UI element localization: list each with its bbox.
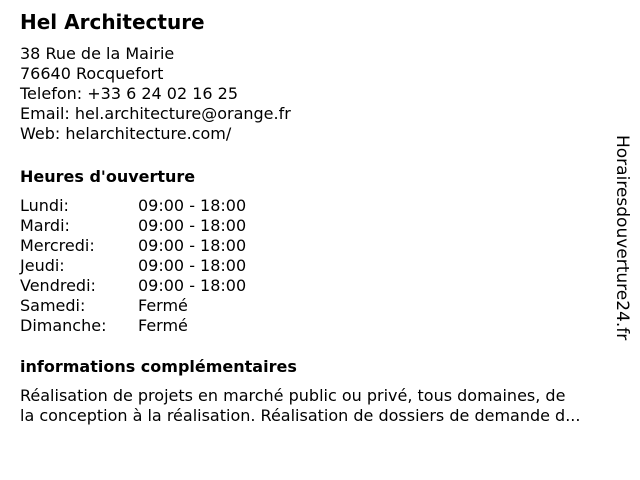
email-text: Email: hel.architecture@orange.fr bbox=[20, 104, 291, 123]
opening-hours-heading: Heures d'ouverture bbox=[20, 167, 196, 186]
hours-value: Fermé bbox=[138, 296, 188, 315]
contact-block bbox=[20, 44, 620, 144]
day-label: Vendredi: bbox=[20, 276, 96, 295]
day-label: Jeudi: bbox=[20, 256, 65, 275]
hours-value: 09:00 - 18:00 bbox=[138, 256, 247, 275]
day-label: Dimanche: bbox=[20, 316, 107, 335]
site-watermark bbox=[610, 135, 634, 343]
additional-info-heading: informations complémentaires bbox=[20, 357, 297, 376]
web-text: Web: helarchitecture.com/ bbox=[20, 124, 232, 143]
additional-info-description bbox=[20, 386, 630, 426]
hours-value: Fermé bbox=[138, 316, 188, 335]
address-street: 38 Rue de la Mairie bbox=[20, 44, 175, 63]
hours-row-tuesday bbox=[20, 216, 620, 236]
hours-value: 09:00 - 18:00 bbox=[138, 196, 247, 215]
day-label: Samedi: bbox=[20, 296, 86, 315]
hours-row-monday bbox=[20, 196, 620, 216]
hours-row-wednesday bbox=[20, 236, 620, 256]
site-watermark-text: Horairesdouverture24.fr bbox=[612, 135, 632, 341]
hours-row-friday bbox=[20, 276, 620, 296]
business-card bbox=[20, 8, 620, 426]
hours-value: 09:00 - 18:00 bbox=[138, 276, 247, 295]
description-line: la conception à la réalisation. Réalisation de dossiers de demande d... bbox=[20, 406, 581, 425]
day-label: Mercredi: bbox=[20, 236, 95, 255]
business-name: Hel Architecture bbox=[20, 10, 205, 34]
hours-value: 09:00 - 18:00 bbox=[138, 216, 247, 235]
hours-row-thursday bbox=[20, 256, 620, 276]
address-city: 76640 Rocquefort bbox=[20, 64, 164, 83]
hours-row-saturday bbox=[20, 296, 620, 316]
phone-text: Telefon: +33 6 24 02 16 25 bbox=[20, 84, 239, 103]
day-label: Mardi: bbox=[20, 216, 70, 235]
opening-hours-table bbox=[20, 196, 620, 336]
day-label: Lundi: bbox=[20, 196, 69, 215]
description-line: Réalisation de projets en marché public ou privé, tous domaines, de bbox=[20, 386, 566, 405]
hours-value: 09:00 - 18:00 bbox=[138, 236, 247, 255]
hours-row-sunday bbox=[20, 316, 620, 336]
